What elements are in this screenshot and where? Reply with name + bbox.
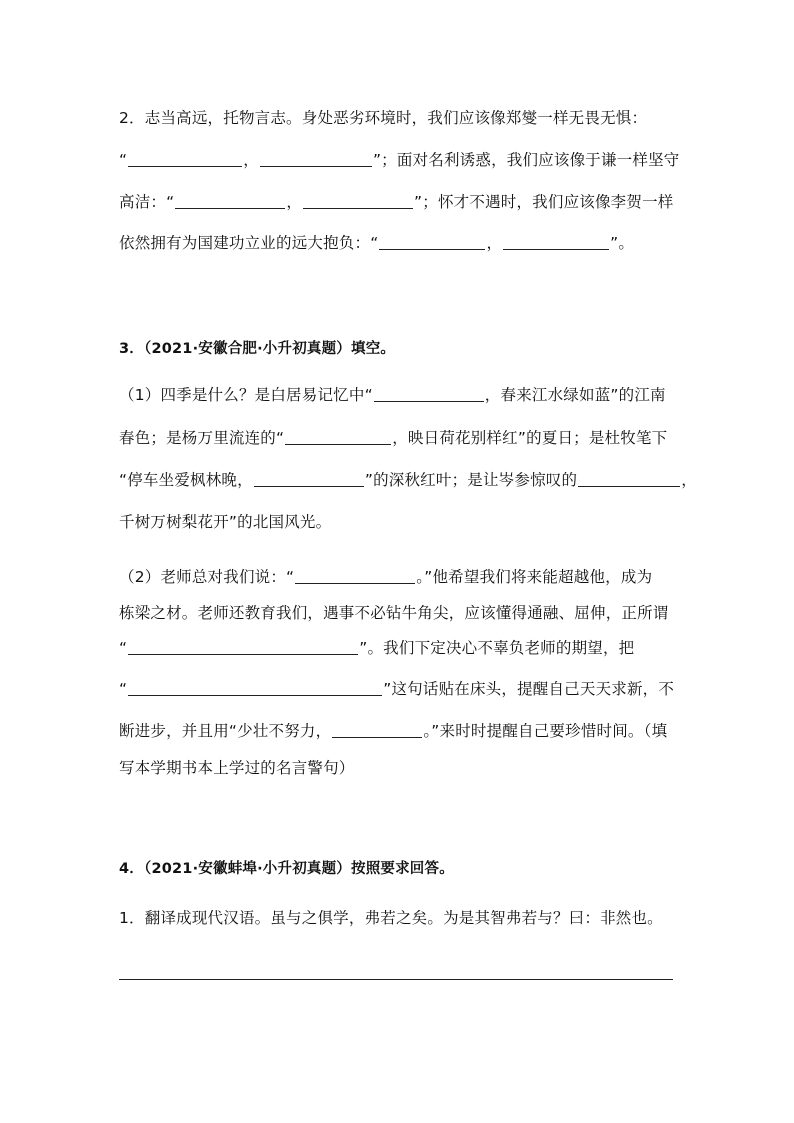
blank-field[interactable]	[578, 472, 680, 487]
q4-header	[119, 859, 454, 879]
text: （2）老师总对我们说：“	[119, 568, 295, 586]
blank-field[interactable]	[254, 472, 364, 487]
text: 。”来时时提醒自己要珍惜时间。（填	[423, 722, 668, 740]
q3-p2-line-1	[119, 567, 652, 587]
text: “	[119, 639, 128, 657]
text: ”；面对名利诱惑，我们应该像于谦一样坚守	[372, 151, 680, 169]
text: “	[119, 680, 128, 698]
text: ”。我们下定决心不辜负老师的期望，把	[359, 639, 635, 657]
text: （1）四季是什么？是白居易记忆中“	[119, 386, 373, 404]
q3-p1-line-4	[119, 512, 331, 532]
question-heading: 4．（2021·安徽蚌埠·小升初真题）按照要求回答。	[119, 861, 454, 877]
text: ，	[286, 193, 303, 211]
q2-line-1	[119, 108, 647, 128]
q3-p2-line-5	[119, 721, 667, 741]
q2-line-4	[119, 233, 634, 253]
blank-field[interactable]	[379, 235, 485, 250]
text: “	[119, 151, 128, 169]
blank-field[interactable]	[128, 152, 242, 167]
text: 栋梁之材。老师还教育我们，遇事不必钻牛角尖，应该懂得通融、屈伸，正所谓	[119, 604, 669, 622]
q2-line-2	[119, 150, 679, 170]
q3-p2-line-3	[119, 638, 634, 658]
blank-field[interactable]	[503, 235, 609, 250]
q3-p1-line-2	[119, 428, 667, 448]
q3-p2-line-2	[119, 603, 669, 623]
q3-p2-line-4	[119, 679, 674, 699]
q3-p1-line-1	[119, 385, 666, 405]
text: ”。	[610, 234, 635, 252]
blank-field[interactable]	[303, 194, 413, 209]
text: ，春来江水绿如蓝”的江南	[484, 386, 666, 404]
text: ”这句话贴在床头，提醒自己天天求新，不	[383, 680, 675, 698]
text: ，	[243, 151, 259, 169]
text: 1．翻译成现代汉语。虽与之俱学，弗若之矣。为是其智弗若与？曰：非然也。	[119, 909, 663, 927]
blank-field[interactable]	[374, 387, 484, 402]
blank-field[interactable]	[332, 723, 422, 738]
blank-field[interactable]	[128, 681, 382, 696]
q2-line-3	[119, 192, 673, 212]
text: 。”他希望我们将来能超越他，成为	[416, 568, 653, 586]
q3-p1-line-3	[119, 470, 697, 490]
blank-field[interactable]	[295, 569, 415, 584]
text: ，	[681, 471, 697, 489]
q2-text: 2．志当高远，托物言志。身处恶劣环境时，我们应该像郑燮一样无畏无惧：	[119, 109, 648, 127]
text: 春色；是杨万里流连的“	[119, 429, 285, 447]
q3-header	[119, 339, 395, 359]
text: ，	[486, 234, 503, 252]
text: 千树万树梨花开”的北国风光。	[119, 513, 332, 531]
text: 高洁：“	[119, 193, 175, 211]
text: ”；怀才不遇时，我们应该像李贺一样	[414, 193, 674, 211]
answer-line[interactable]	[119, 979, 673, 980]
text: 断进步，并且用“少壮不努力，	[119, 722, 332, 740]
text: 依然拥有为国建功立业的远大抱负：“	[119, 234, 379, 252]
blank-field[interactable]	[128, 640, 358, 655]
blank-field[interactable]	[175, 194, 285, 209]
text: “停车坐爱枫林晚，	[119, 471, 253, 489]
question-heading: 3．（2021·安徽合肥·小升初真题）填空。	[119, 341, 396, 357]
blank-field[interactable]	[260, 152, 372, 167]
text: 写本学期书本上学过的名言警句）	[119, 759, 355, 777]
text: ”的深秋红叶；是让岑参惊叹的	[364, 471, 578, 489]
q3-p2-line-6	[119, 758, 355, 778]
text: ，映日荷花别样红”的夏日；是杜牧笔下	[392, 429, 668, 447]
blank-field[interactable]	[285, 430, 391, 445]
q4-line-1	[119, 908, 663, 928]
